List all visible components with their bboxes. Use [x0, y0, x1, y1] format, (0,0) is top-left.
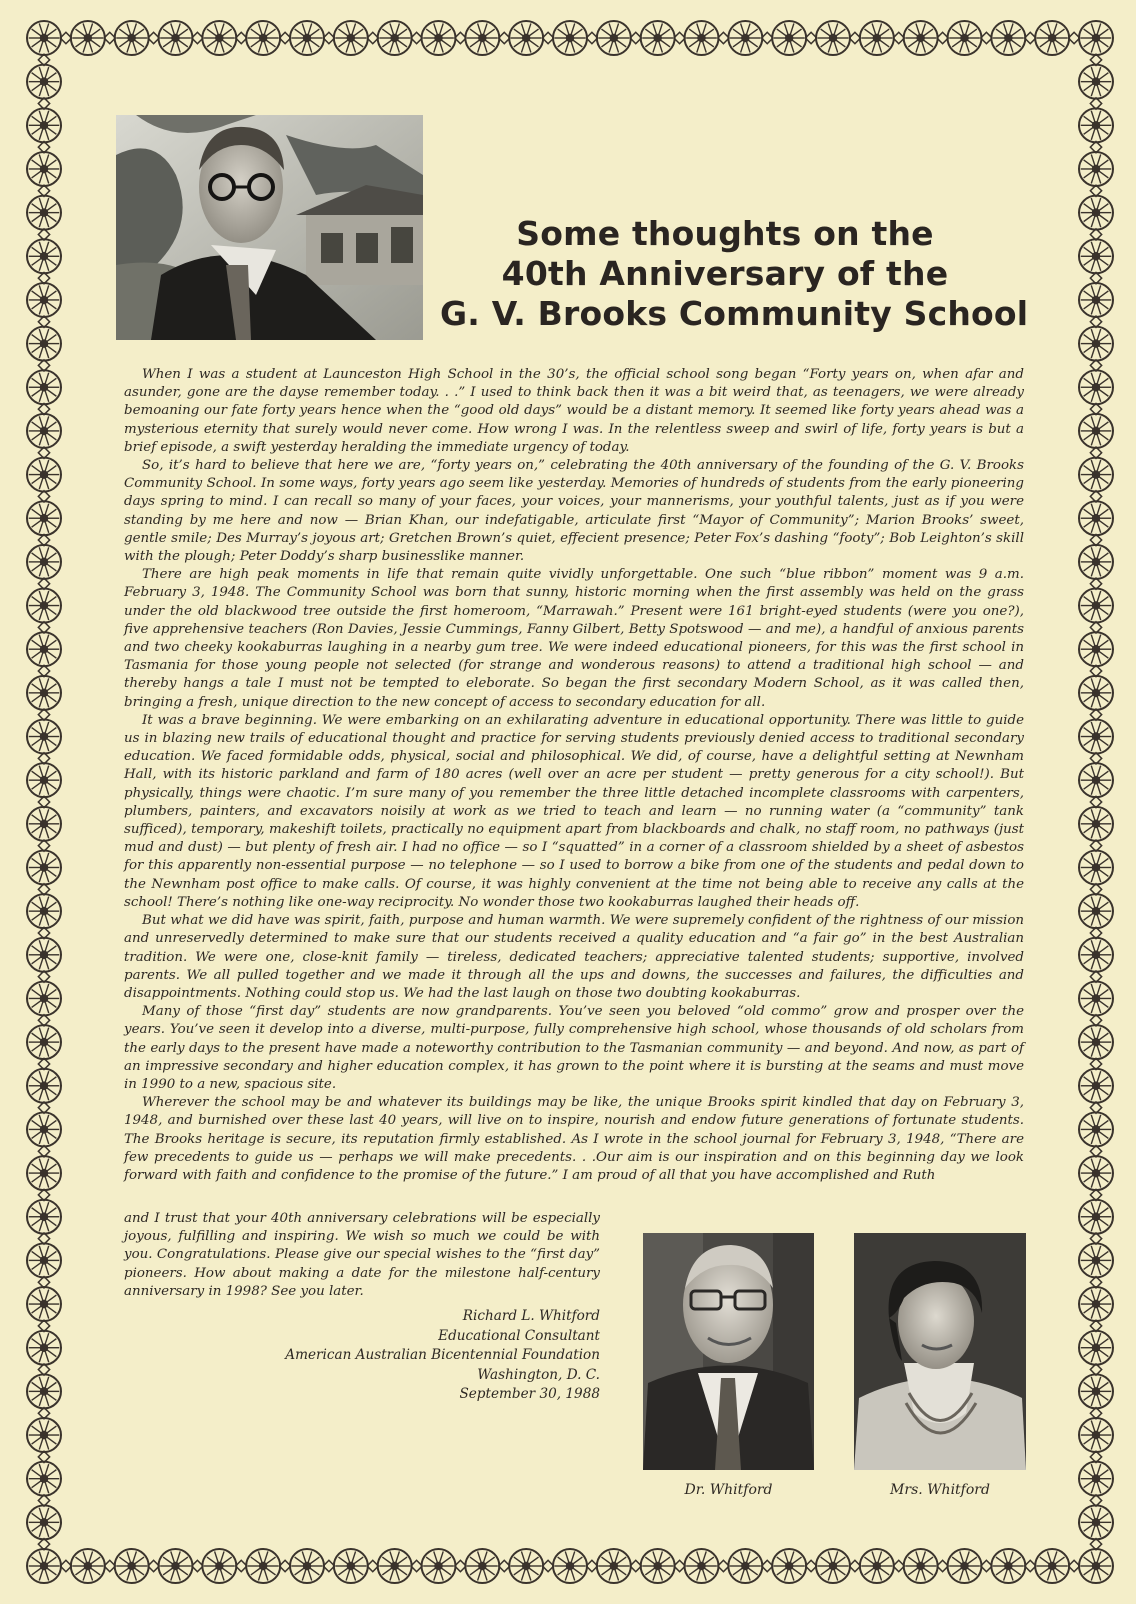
- border-wheel-ornament: [1079, 283, 1113, 317]
- border-wheel-ornament: [27, 1374, 61, 1408]
- signature-org: American Australian Bicentennial Foundation: [285, 1347, 600, 1363]
- border-wheel-ornament: [948, 1549, 982, 1583]
- border-wheel-ornament: [27, 283, 61, 317]
- border-wheel-ornament: [27, 1112, 61, 1146]
- border-wheel-ornament: [27, 1462, 61, 1496]
- border-wheel-ornament: [465, 1549, 499, 1583]
- title-line-2: 40th Anniversary of the: [501, 254, 949, 293]
- border-wheel-ornament: [159, 21, 193, 55]
- border-wheel-ornament: [27, 1418, 61, 1452]
- border-wheel-ornament: [991, 1549, 1025, 1583]
- border-wheel-ornament: [465, 21, 499, 55]
- border-wheel-ornament: [1079, 850, 1113, 884]
- border-wheel-ornament: [27, 1549, 61, 1583]
- border-wheel-ornament: [553, 1549, 587, 1583]
- border-wheel-ornament: [422, 1549, 456, 1583]
- border-wheel-ornament: [334, 21, 368, 55]
- border-wheel-ornament: [27, 1287, 61, 1321]
- border-wheel-ornament: [509, 1549, 543, 1583]
- border-wheel-ornament: [422, 21, 456, 55]
- border-wheel-ornament: [27, 894, 61, 928]
- border-wheel-ornament: [27, 152, 61, 186]
- border-wheel-ornament: [290, 21, 324, 55]
- photo-mrs-whitford: [854, 1233, 1026, 1470]
- border-wheel-ornament: [1079, 1505, 1113, 1539]
- border-wheel-ornament: [1079, 21, 1113, 55]
- border-wheel-ornament: [1079, 938, 1113, 972]
- paragraph: Many of those “first day” students are now grandparents. You’ve seen you beloved “old commo” grow and prosper over the years. You’ve seen it develop into a diverse, multi-purpose, fully comprehensive high school, whose thousands of old scholars from the early days to the present have made a noteworthy contribution to the Tasmanian community — and beyond. And now, as part of an impressive secondary and higher education complex, it has grown to the point where it is bursting at the seams and must move in 1990 to a new, spacious site.: [124, 1004, 1024, 1092]
- border-wheel-ornament: [27, 545, 61, 579]
- paragraph: It was a brave beginning. We were embarking on an exhilarating adventure in educational opportunity. There was little to guide us in blazing new trails of educational thought and practice for serving students previously denied access to traditional secondary education. We faced formidable odds, physical, social and philosophical. We did, of course, have a delightful setting at Newnham Hall, with its historic parkland and farm of 180 acres (well over an acre per student — pretty generous for a city school!). But physically, things were chaotic. I’m sure many of you remember the three little detached incomplete classrooms with carpenters, plumbers, painters, and excavators noisily at work as we tried to teach and learn — no running water (a “community” tank sufficed), temporary, makeshift toilets, practically no equipment apart from blackboards and chalk, no staff room, no pathways (just mud and dust) — but plenty of fresh air. I had no office — so I “squatted” in a corner of a classroom shielded by a sheet of asbestos for this apparently non-essential purpose — no telephone — so I used to borrow a bike from one of the students and pedal down to the Newnham post office to make calls. Of course, it was highly convenient at the time not being able to receive any calls at the school! There’s nothing like one-way reciprocity. No wonder those two kookaburras laughed their heads off.: [124, 712, 1024, 910]
- border-wheel-ornament: [1079, 1069, 1113, 1103]
- title-line-3: G. V. Brooks Community School: [440, 294, 1029, 333]
- border-wheel-ornament: [27, 239, 61, 273]
- border-wheel-ornament: [1079, 676, 1113, 710]
- border-wheel-ornament: [115, 21, 149, 55]
- border-wheel-ornament: [115, 1549, 149, 1583]
- border-wheel-ornament: [1079, 981, 1113, 1015]
- border-wheel-ornament: [1079, 1200, 1113, 1234]
- border-wheel-ornament: [1079, 1374, 1113, 1408]
- border-wheel-ornament: [948, 21, 982, 55]
- border-wheel-ornament: [1079, 1243, 1113, 1277]
- border-wheel-ornament: [27, 981, 61, 1015]
- border-wheel-ornament: [553, 21, 587, 55]
- signature-block: [200, 1307, 600, 1405]
- border-wheel-ornament: [27, 21, 61, 55]
- signature-place: Washington, D. C.: [477, 1366, 600, 1383]
- border-wheel-ornament: [202, 1549, 236, 1583]
- border-wheel-ornament: [1079, 458, 1113, 492]
- border-wheel-ornament: [1079, 65, 1113, 99]
- border-wheel-ornament: [27, 807, 61, 841]
- border-wheel-ornament: [27, 589, 61, 623]
- border-wheel-ornament: [71, 1549, 105, 1583]
- border-wheel-ornament: [27, 1505, 61, 1539]
- border-wheel-ornament: [378, 1549, 412, 1583]
- border-wheel-ornament: [597, 21, 631, 55]
- border-wheel-ornament: [597, 1549, 631, 1583]
- border-wheel-ornament: [27, 370, 61, 404]
- border-wheel-ornament: [816, 21, 850, 55]
- border-wheel-ornament: [641, 1549, 675, 1583]
- border-wheel-ornament: [1079, 632, 1113, 666]
- border-wheel-ornament: [71, 21, 105, 55]
- border-wheel-ornament: [860, 21, 894, 55]
- border-wheel-ornament: [1079, 807, 1113, 841]
- border-wheel-ornament: [1079, 1156, 1113, 1190]
- border-wheel-ornament: [27, 1156, 61, 1190]
- photo-dr-whitford: [643, 1233, 814, 1470]
- border-wheel-ornament: [904, 21, 938, 55]
- border-wheel-ornament: [1079, 720, 1113, 754]
- border-wheel-ornament: [685, 21, 719, 55]
- border-wheel-ornament: [1079, 196, 1113, 230]
- border-wheel-ornament: [246, 21, 280, 55]
- border-wheel-ornament: [246, 1549, 280, 1583]
- border-wheel-ornament: [27, 327, 61, 361]
- border-wheel-ornament: [1079, 501, 1113, 535]
- border-wheel-ornament: [772, 1549, 806, 1583]
- signature-role: Educational Consultant: [438, 1327, 600, 1344]
- border-wheel-ornament: [1035, 1549, 1069, 1583]
- border-wheel-ornament: [27, 65, 61, 99]
- border-wheel-ornament: [1079, 1549, 1113, 1583]
- border-wheel-ornament: [27, 676, 61, 710]
- border-wheel-ornament: [27, 196, 61, 230]
- border-wheel-ornament: [27, 1331, 61, 1365]
- border-wheel-ornament: [202, 21, 236, 55]
- border-wheel-ornament: [1079, 1418, 1113, 1452]
- border-wheel-ornament: [1079, 1462, 1113, 1496]
- border-wheel-ornament: [991, 21, 1025, 55]
- border-wheel-ornament: [685, 1549, 719, 1583]
- border-wheel-ornament: [1079, 152, 1113, 186]
- border-wheel-ornament: [1079, 370, 1113, 404]
- border-wheel-ornament: [1079, 108, 1113, 142]
- title-line-1: Some thoughts on the: [516, 214, 934, 253]
- border-wheel-ornament: [728, 1549, 762, 1583]
- border-wheel-ornament: [27, 1243, 61, 1277]
- border-wheel-ornament: [27, 501, 61, 535]
- border-wheel-ornament: [27, 108, 61, 142]
- border-wheel-ornament: [378, 21, 412, 55]
- paragraph: There are high peak moments in life that remain quite vividly unforgettable. One such “blue ribbon” moment was 9 a.m. February 3, 1948. The Community School was born that sunny, historic morning when the first assembly was held on the grass under the old blackwood tree outside the first homeroom, “Marrawah.” Present were 161 bright-eyed students (were you one?), five apprehensive teachers (Ron Davies, Jessie Cummings, Fanny Gilbert, Betty Spotswood — and me), a handful of anxious parents and two cheeky kookaburras laughing in a nearby gum tree. We were indeed educational pioneers, for this was the first school in Tasmania for those young people not selected (for strange and wonderous reasons) to attend a traditional high school — and thereby hangs a tale I must not be tempted to eleborate. So began the first secondary Modern School, as it was called then, bringing a fresh, unique direction to the new concept of access to secondary education for all.: [124, 567, 1024, 710]
- border-wheel-ornament: [1079, 1331, 1113, 1365]
- paragraph: Wherever the school may be and whatever its buildings may be like, the unique Brooks spirit kindled that day on February 3, 1948, and burnished over these last 40 years, will live on to inspire, nourish and endow future generations of fortunate students. The Brooks heritage is secure, its reputation firmly established. As I wrote in the school journal for February 3, 1948, “There are few precedents to guide us — perhaps we will make precedents. . .Our aim is our inspiration and on this beginning day we look forward with faith and confidence to the promise of the future.” I am proud of all that you have accomplished and Ruth: [124, 1095, 1024, 1183]
- border-wheel-ornament: [27, 632, 61, 666]
- border-wheel-ornament: [1079, 894, 1113, 928]
- article-title: [440, 214, 1029, 334]
- border-wheel-ornament: [334, 1549, 368, 1583]
- caption-mrs-whitford: Mrs. Whitford: [890, 1482, 990, 1498]
- border-wheel-ornament: [27, 1025, 61, 1059]
- border-wheel-ornament: [641, 21, 675, 55]
- border-wheel-ornament: [159, 1549, 193, 1583]
- closing-paragraph: and I trust that your 40th anniversary celebrations will be especially joyous, fulfilling and inspiring. We wish so much we could be with you. Congratulations. Please give our special wishes to the “first day” pioneers. How about making a date for the milestone half-century anniversary in 1998? See you later.: [124, 1211, 600, 1299]
- border-wheel-ornament: [1079, 545, 1113, 579]
- border-wheel-ornament: [772, 21, 806, 55]
- border-wheel-ornament: [27, 720, 61, 754]
- paragraph: So, it’s hard to believe that here we are, “forty years on,” celebrating the 40th anniversary of the founding of the G. V. Brooks Community School. In some ways, forty years ago seem like yesterday. Memories of hundreds of students from the early pioneering days spring to mind. I can recall so many of your faces, your voices, your mannerisms, your youthful talents, just as if you were standing by me here and now — Brian Khan, our indefatigable, articulate first “Mayor of Community”; Marion Brooks’ sweet, gentle smile; Des Murray’s joyous art; Gretchen Brown’s quiet, effecient presence; Peter Fox’s dashing “footy”; Bob Leighton’s skill with the plough; Peter Doddy’s sharp businesslike manner.: [124, 458, 1024, 565]
- article-body: [124, 366, 1024, 1185]
- border-wheel-ornament: [1079, 239, 1113, 273]
- border-wheel-ornament: [816, 1549, 850, 1583]
- border-wheel-ornament: [1079, 414, 1113, 448]
- border-wheel-ornament: [27, 938, 61, 972]
- border-wheel-ornament: [27, 1200, 61, 1234]
- border-wheel-ornament: [1079, 763, 1113, 797]
- border-wheel-ornament: [1079, 589, 1113, 623]
- border-wheel-ornament: [290, 1549, 324, 1583]
- border-wheel-ornament: [27, 850, 61, 884]
- border-wheel-ornament: [1079, 1112, 1113, 1146]
- border-wheel-ornament: [27, 458, 61, 492]
- border-wheel-ornament: [27, 414, 61, 448]
- border-wheel-ornament: [1079, 327, 1113, 361]
- signature-name: Richard L. Whitford: [462, 1308, 600, 1324]
- paragraph: But what we did have was spirit, faith, purpose and human warmth. We were supremely confident of the rightness of our mission and unreservedly determined to make sure that our students received a quality education and “a fair go” in the best Australian tradition. We were one, close-knit family — tireless, dedicated teachers; appreciative talented students; supportive, involved parents. We all pulled together and we made it through all the ups and downs, the successes and failures, the difficulties and disappointments. Nothing could stop us. We had the last laugh on those two doubting kookaburras.: [124, 913, 1024, 1001]
- border-wheel-ornament: [27, 763, 61, 797]
- portrait-photo-young-whitford: [116, 115, 423, 340]
- border-wheel-ornament: [728, 21, 762, 55]
- border-wheel-ornament: [509, 21, 543, 55]
- border-wheel-ornament: [27, 1069, 61, 1103]
- border-wheel-ornament: [904, 1549, 938, 1583]
- paragraph: When I was a student at Launceston High School in the 30’s, the official school song began “Forty years on, when afar and asunder, gone are the dayse remember today. . .” I used to think back then it was a bit weird that, as teenagers, we were already bemoaning our fate forty years hence when the “good old days” would be a distant memory. It seemed like forty years ahead was a mysterious eternity that surely would never come. How wrong I was. In the relentless sweep and swirl of life, forty years is but a brief episode, a swift yesterday heralding the immediate urgency of today.: [124, 367, 1024, 455]
- signature-date: September 30, 1988: [459, 1386, 600, 1402]
- border-wheel-ornament: [1079, 1287, 1113, 1321]
- caption-dr-whitford: Dr. Whitford: [684, 1482, 773, 1498]
- border-wheel-ornament: [1079, 1025, 1113, 1059]
- border-wheel-ornament: [1035, 21, 1069, 55]
- border-wheel-ornament: [860, 1549, 894, 1583]
